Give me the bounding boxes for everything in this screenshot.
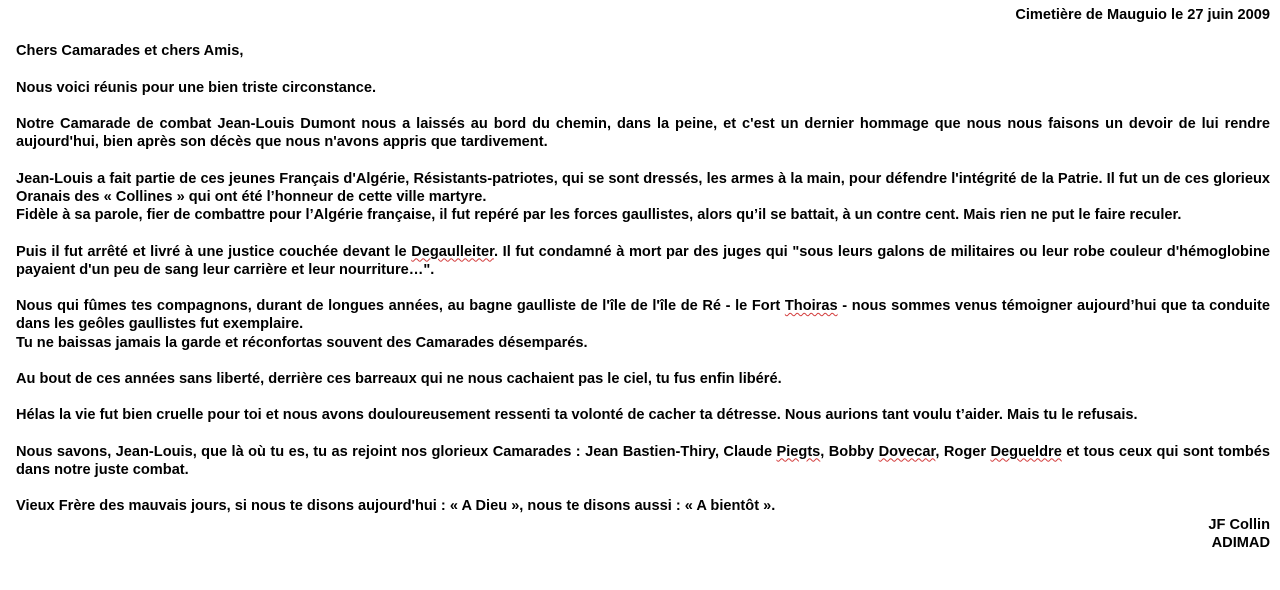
paragraph-5: [16, 297, 1270, 352]
paragraph-7: Hélas la vie fut bien cruelle pour toi et nous avons douloureusement ressenti ta volonté de cacher ta détresse. Nous aurions tant voulu t’aider. Mais tu le refusais.: [16, 407, 1138, 424]
paragraph-8: [16, 443, 1270, 479]
spellcheck-flagged-word[interactable]: Thoiras: [784, 298, 838, 315]
paragraph-2: Notre Camarade de combat Jean-Louis Dumont nous a laissés au bord du chemin, dans la peine, et c'est un dernier hommage que nous nous faisons un devoir de lui rendre aujourd'hui, bien après son décès que nous n'avons appris que tardivement.: [16, 116, 1270, 151]
paragraph-1: Nous voici réunis pour une bien triste circonstance.: [16, 79, 377, 96]
paragraph-8-text-c: , Roger: [935, 443, 991, 460]
paragraph-5-part-a: [16, 297, 1270, 333]
paragraph-5-text-after: - nous sommes venus témoigner aujourd’hui que ta conduite dans les geôles gaullistes fut exemplaire.: [16, 298, 1270, 333]
paragraph-4-text-before: Puis il fut arrêté et livré à une justice couchée devant le: [16, 243, 412, 260]
document-page: [16, 6, 1270, 552]
greeting: Chers Camarades et chers Amis,: [16, 43, 244, 60]
spellcheck-flagged-word[interactable]: Piegts: [776, 443, 821, 460]
paragraph-4-text-after: . Il fut condamné à mort par des juges qui "sous leurs galons de militaires ou leur robe couleur d'hémoglobine payaient d'un peu de sang leur carrière et leur nourriture…".: [16, 243, 1270, 278]
paragraph-5-part-b: Tu ne baissas jamais la garde et réconfortas souvent des Camarades désemparés.: [16, 334, 588, 351]
spellcheck-flagged-word[interactable]: Degaulleiter: [411, 243, 494, 260]
paragraph-5-text-before: Nous qui fûmes tes compagnons, durant de longues années, au bagne gaulliste de l'île de l'île de Ré - le Fort: [16, 298, 785, 315]
spacer: [16, 24, 1270, 42]
paragraph-3-part-b: Fidèle à sa parole, fier de combattre pour l’Algérie française, il fut repéré par les forces gaullistes, alors qu’il se battait, à un contre cent. Mais rien ne put le faire reculer.: [16, 207, 1182, 224]
paragraph-4: [16, 243, 1270, 279]
signature-name: JF Collin: [1208, 516, 1270, 533]
paragraph-3-part-a: Jean-Louis a fait partie de ces jeunes Français d'Algérie, Résistants-patriotes, qui se sont dressés, les armes à la main, pour défendre l'intégrité de la Patrie. Il fut un de ces glorieux Oranais des « Collines » qui ont été l’honneur de cette ville martyre.: [16, 170, 1270, 205]
date-line: Cimetière de Mauguio le 27 juin 2009: [1015, 7, 1270, 23]
paragraph-9: Vieux Frère des mauvais jours, si nous te disons aujourd'hui : « A Dieu », nous te disons aussi : « A bientôt ».: [16, 498, 776, 515]
spellcheck-flagged-word[interactable]: Degueldre: [990, 443, 1062, 460]
signature-org: ADIMAD: [1211, 534, 1270, 551]
paragraph-6: Au bout de ces années sans liberté, derrière ces barreaux qui ne nous cachaient pas le ciel, tu fus enfin libéré.: [16, 370, 782, 387]
paragraph-8-text-a: Nous savons, Jean-Louis, que là où tu es, tu as rejoint nos glorieux Camarades : Jean Bastien-Thiry, Claude: [16, 443, 777, 460]
paragraph-8-text-b: , Bobby: [820, 443, 879, 460]
paragraph-8-text-d: et tous ceux qui sont tombés dans notre juste combat.: [16, 443, 1270, 478]
spellcheck-flagged-word[interactable]: Dovecar: [878, 443, 936, 460]
paragraph-3: [16, 170, 1270, 225]
